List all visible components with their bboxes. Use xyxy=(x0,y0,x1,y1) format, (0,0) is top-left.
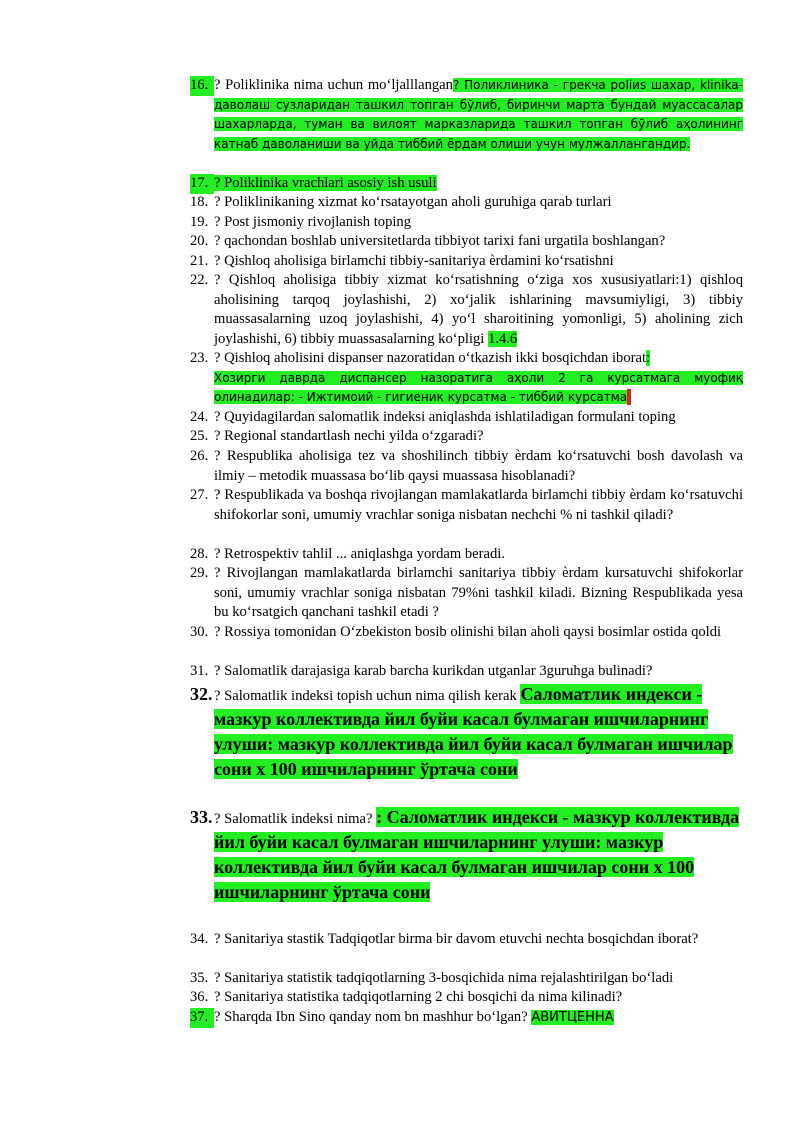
answer-text: Саломатлик индекси - мазкур коллективда йил буйи касал булмаган ишчиларнинг улуши: мазкур коллективда йил буйи касал булмаган ишчилар сони х 100 ишчиларнинг ўртача сони xyxy=(214,684,733,779)
red-mark: . xyxy=(627,389,631,406)
question-number: 30. xyxy=(190,624,209,640)
question-21 xyxy=(190,252,743,272)
question-32 xyxy=(190,683,743,783)
question-number: 27. xyxy=(190,487,209,503)
question-25 xyxy=(190,427,743,447)
question-text: ? Post jismoniy rivojlanish toping xyxy=(214,214,412,230)
question-18 xyxy=(190,193,743,213)
question-text: ? Salomatlik indeksi topish uchun nima qilish kerak xyxy=(214,688,521,704)
question-text: ? Rivojlangan mamlakatlarda birlamchi sanitariya tibbiy ѐrdam kursatuvchi shifokorlar soni, umumiy vrachlar soniga nisbatan 79%ni tashkil kiladi. Bizning Respublikada yesa bu ko‘rsatgich qanchani tashkil etadi ? xyxy=(214,565,743,621)
question-23: 23. ? Qishloq aholisini dispanser nazoratidan o‘tkazish ikki bosqichdan iborat: Хозирги даврда диспансер назоратига аҳоли 2 га курсатмага муофиқ олинадилар: - Ижтимоий - гигиеник курсатма - тиббий курсатма. xyxy=(190,350,743,406)
question-text: ? Quyidagilardan salomatlik indeksi aniqlashda ishlatiladigan formulani toping xyxy=(214,409,676,425)
question-text: ? Poliklinika nima uchun mo‘ljalllangan xyxy=(214,77,453,93)
question-text: ? Salomatlik indeksi nima? xyxy=(214,811,377,827)
question-text: ? qachondan boshlab universitetlarda tibbiyot tarixi fani urgatila boshlangan? xyxy=(214,233,666,249)
question-36 xyxy=(190,988,743,1008)
question-19 xyxy=(190,213,743,233)
question-number: 25. xyxy=(190,428,209,444)
question-text: ? Respublika aholisiga tez va shoshilinch tibbiy ѐrdam ko‘rsatuvchi bosh davolash va ilmiy – metodik muassasa bo‘lib qaysi muassasa hisoblanadi? xyxy=(214,448,743,484)
question-text: ? Sanitariya statistika tadqiqotlarning 2 chi bosqichi da nima kilinadi? xyxy=(214,989,623,1005)
question-29 xyxy=(190,564,743,623)
question-number: 28. xyxy=(190,546,209,562)
question-16 xyxy=(190,76,743,154)
question-28 xyxy=(190,545,743,565)
question-text: ? Sharqda Ibn Sino qanday nom bn mashhur bo‘lgan? xyxy=(214,1009,532,1025)
question-number: 24. xyxy=(190,409,209,425)
question-number: 20. xyxy=(190,233,209,249)
question-text: ? Qishloq aholisiga birlamchi tibbiy-sanitariya ѐrdamini ko‘rsatishni xyxy=(214,253,614,269)
question-number: 29. xyxy=(190,565,209,581)
question-37 xyxy=(190,1008,743,1028)
answer-text: 1.4.6 xyxy=(488,330,518,347)
question-text: ? Rossiya tomonidan O‘zbekiston bosib olinishi bilan aholi qaysi bosimlar ostida qoldi xyxy=(214,624,722,640)
question-35 xyxy=(190,969,743,989)
question-31 xyxy=(190,662,743,682)
question-number: 17. xyxy=(190,174,214,194)
answer-text: Хозирги даврда диспансер назоратига аҳоли 2 га курсатмага муофиқ олинадилар: - Ижтимоий - гигиеник курсатма - тиббий курсатма xyxy=(214,370,743,405)
question-number: 19. xyxy=(190,214,209,230)
question-text: ? Salomatlik darajasiga karab barcha kurikdan utganlar 3guruhga bulinadi? xyxy=(214,663,653,679)
answer-text: : Саломатлик индекси - мазкур коллективда йил буйи касал булмаган ишчиларнинг улуши: мазкур коллективда йил буйи касал булмаган ишчилар сони х 100 ишчиларнинг ўртача сони xyxy=(214,807,740,902)
question-number: 36. xyxy=(190,989,209,1005)
question-text: ? Respublikada va boshqa rivojlangan mamlakatlarda birlamchi tibbiy ѐrdam ko‘rsatuvchi shifokorlar soni, umumiy vrachlar soniga nisbatan nechchi % ni tashkil qiladi? xyxy=(214,487,743,523)
question-number: 22. xyxy=(190,272,209,288)
question-text: ? Qishloq aholisini dispanser nazoratidan o‘tkazish ikki bosqichdan iborat xyxy=(214,350,647,366)
question-number: 23. xyxy=(190,350,209,366)
question-30 xyxy=(190,623,743,643)
question-text: ? Poliklinika vrachlari asosiy ish usuli xyxy=(214,175,437,191)
question-number: 18. xyxy=(190,194,209,210)
question-20 xyxy=(190,232,743,252)
question-text: ? Sanitariya stastik Tadqiqotlar birma bir davom etuvchi nechta bosqichdan iborat? xyxy=(214,931,699,947)
question-number: 35. xyxy=(190,970,209,986)
question-text: ? Qishloq aholisiga tibbiy xizmat ko‘rsatishning o‘ziga xos xususiyatlari:1) qishloq aholisining tarqoq joylashishi, 2) xo‘jalik ishlarining mavsumiyligi, 3) tibbiy muassasalarning uzoq joylashishi, 4) yo‘l sharoitining yomonligi, 5) aholining zich joylashishi, 6) tibbiy muassasalarning ko‘pligi xyxy=(214,272,743,347)
question-33 xyxy=(190,806,743,906)
question-number: 21. xyxy=(190,253,209,269)
question-number: 37. xyxy=(190,1008,214,1028)
question-number: 32. xyxy=(190,684,213,704)
question-number: 33. xyxy=(190,807,213,827)
question-22 xyxy=(190,271,743,349)
question-text: ? Retrospektiv tahlil ... aniqlashga yordam beradi. xyxy=(214,546,505,562)
question-number: 31. xyxy=(190,663,209,679)
question-number: 26. xyxy=(190,448,209,464)
question-26 xyxy=(190,447,743,486)
question-34 xyxy=(190,930,743,950)
question-24 xyxy=(190,408,743,428)
question-text: ? Poliklinikaning xizmat ko‘rsatayotgan aholi guruhiga qarab turlari xyxy=(214,194,612,210)
question-text: ? Sanitariya statistik tadqiqotlarning 3-bosqichida nima rejalashtirilgan bo‘ladi xyxy=(214,970,674,986)
question-17 xyxy=(190,174,743,194)
question-27 xyxy=(190,486,743,525)
question-number: 34. xyxy=(190,931,209,947)
answer-text: ? Поликлиника - грекча poliиs шахар, klinika-даволаш сузларидан ташкил топган бўлиб, биринчи марта бундай муассасалар шахарларда, туман ва вилоят марказларида ташкил топган бўлиб аҳолининг катнаб даволаниши ва уйда тиббий ёрдам олиши учун мулжаллангандир. xyxy=(214,78,743,151)
answer-text: АВИТЦЕННА xyxy=(531,1010,614,1025)
question-text: ? Regional standartlash nechi yilda o‘zgaradi? xyxy=(214,428,484,444)
question-number: 16. xyxy=(190,76,214,96)
